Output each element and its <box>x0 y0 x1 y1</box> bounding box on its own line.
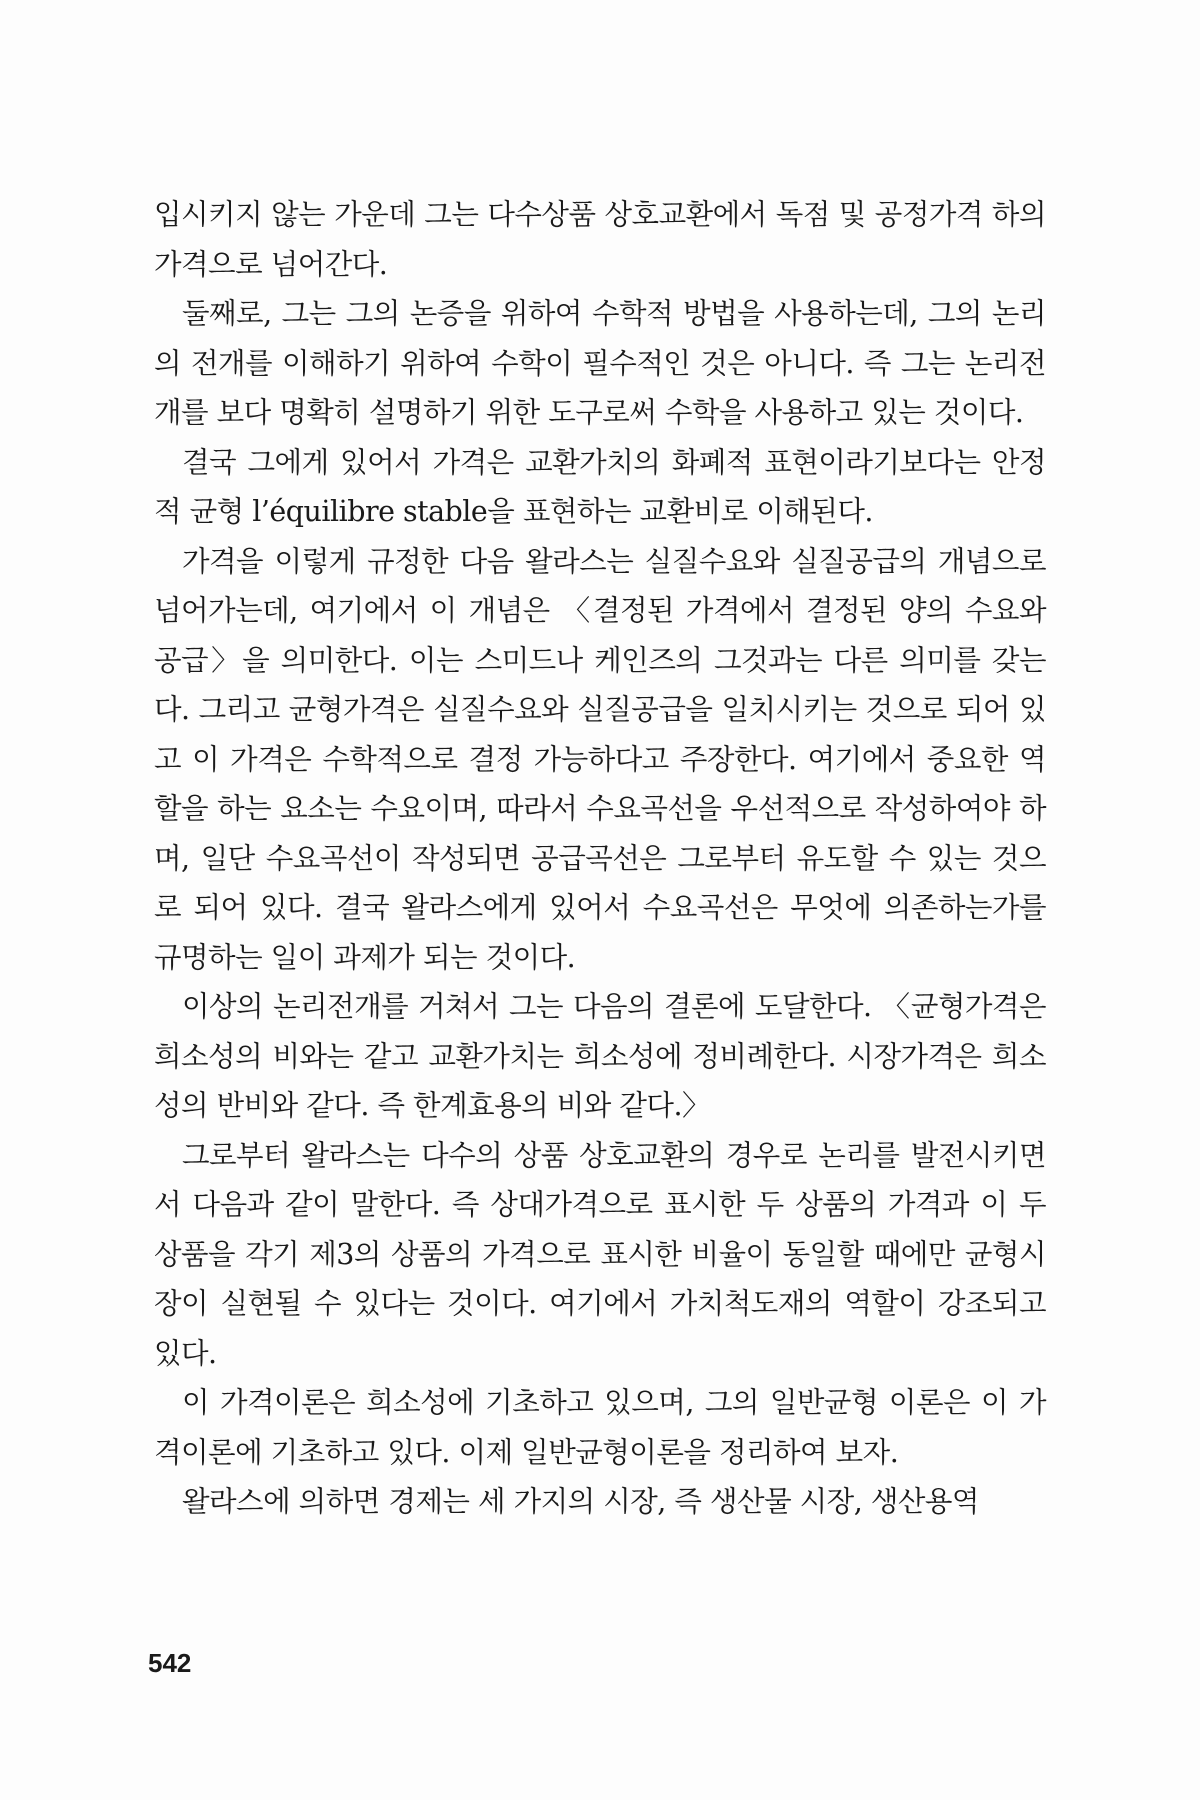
paragraph-4: 가격을 이렇게 규정한 다음 왈라스는 실질수요와 실질공급의 개념으로 넘어가는데, 여기에서 이 개념은 〈결정된 가격에서 결정된 양의 수요와 공급〉을 의미한다. 이는 스미드나 케인즈의 그것과는 다른 의미를 갖는다. 그리고 균형가격은 실질수요와 실질공급을 일치시키는 것으로 되어 있고 이 가격은 수학적으로 결정 가능하다고 주장한다. 여기에서 중요한 역할을 하는 요소는 수요이며, 따라서 수요곡선을 우선적으로 작성하여야 하며, 일단 수요곡선이 작성되면 공급곡선은 그로부터 유도할 수 있는 것으로 되어 있다. 결국 왈라스에게 있어서 수요곡선은 무엇에 의존하는가를 규명하는 일이 과제가 되는 것이다. <box>154 544 1046 974</box>
paragraph-3: 결국 그에게 있어서 가격은 교환가치의 화폐적 표현이라기보다는 안정적 균형 l’équilibre stable을 표현하는 교환비로 이해된다. <box>154 445 1046 528</box>
page-number: 542 <box>148 1648 192 1678</box>
paragraph-5: 이상의 논리전개를 거쳐서 그는 다음의 결론에 도달한다. 〈균형가격은 희소성의 비와는 같고 교환가치는 희소성에 정비례한다. 시장가격은 희소성의 반비와 같다. 즉 한계효용의 비와 같다.〉 <box>154 990 1046 1122</box>
paragraph-2: 둘째로, 그는 그의 논증을 위하여 수학적 방법을 사용하는데, 그의 논리의 전개를 이해하기 위하여 수학이 필수적인 것은 아니다. 즉 그는 논리전개를 보다 명확히 설명하기 위한 도구로써 수학을 사용하고 있는 것이다. <box>154 297 1046 429</box>
body-text <box>154 190 1046 1527</box>
paragraph-7: 이 가격이론은 희소성에 기초하고 있으며, 그의 일반균형 이론은 이 가격이론에 기초하고 있다. 이제 일반균형이론을 정리하여 보자. <box>154 1386 1046 1469</box>
paragraph-8: 왈라스에 의하면 경제는 세 가지의 시장, 즉 생산물 시장, 생산용역 <box>182 1485 979 1518</box>
paragraph-6: 그로부터 왈라스는 다수의 상품 상호교환의 경우로 논리를 발전시키면서 다음과 같이 말한다. 즉 상대가격으로 표시한 두 상품의 가격과 이 두 상품을 각기 제3의 상품의 가격으로 표시한 비율이 동일할 때에만 균형시장이 실현될 수 있다는 것이다. 여기에서 가치척도재의 역할이 강조되고 있다. <box>154 1138 1046 1370</box>
paragraph-1: 입시키지 않는 가운데 그는 다수상품 상호교환에서 독점 및 공정가격 하의 가격으로 넘어간다. <box>154 198 1046 281</box>
